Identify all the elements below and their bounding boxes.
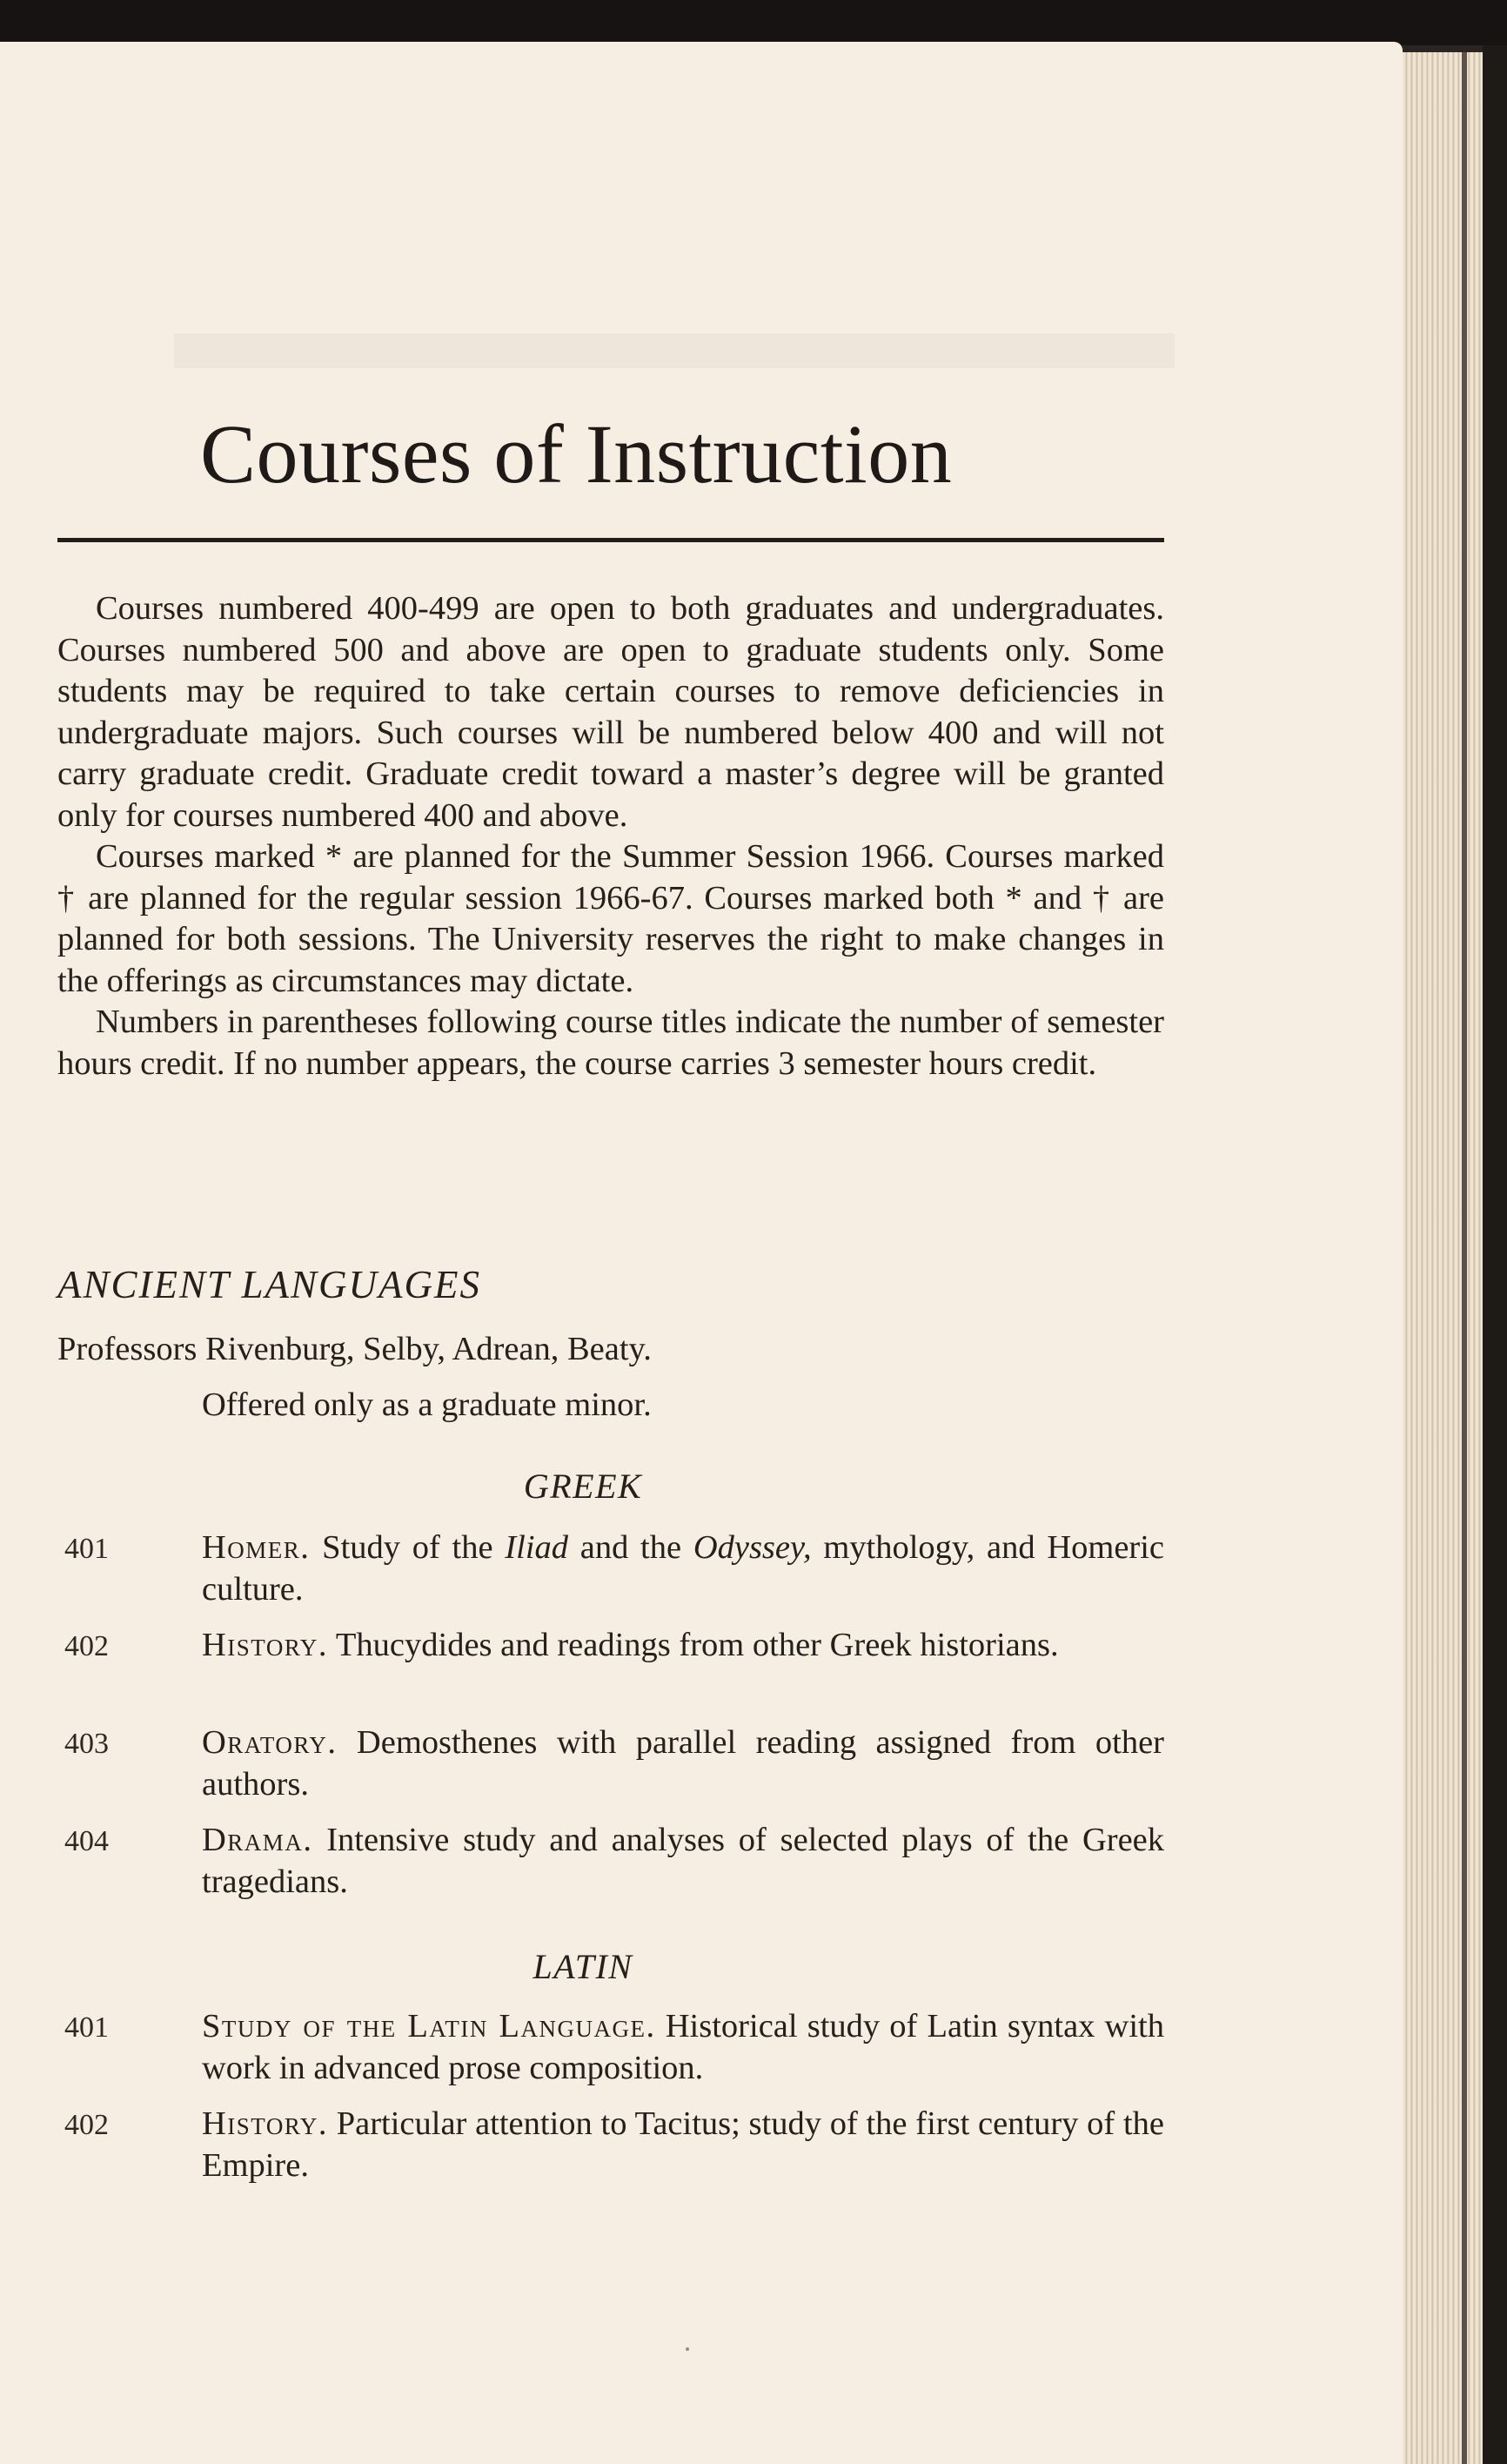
course-description: Study of the <box>310 1529 506 1566</box>
book-cover-edge <box>1483 45 1507 2464</box>
course-entry <box>57 2005 1164 2089</box>
course-text <box>202 1527 1164 1610</box>
course-entry <box>57 1624 1164 1666</box>
intro-paragraph: Numbers in parentheses following course titles indicate the number of semester hours credit. If no number appears, the course carries 3 semester hours credit. <box>57 1004 1164 1082</box>
course-text <box>202 2103 1164 2186</box>
course-title: Study of the Latin Language. <box>202 2008 656 2044</box>
scan-background <box>0 0 1507 45</box>
course-entry <box>57 1819 1164 1903</box>
page-content <box>0 42 1403 2464</box>
course-number: 403 <box>64 1728 109 1760</box>
course-title: Oratory. <box>202 1724 338 1761</box>
course-entry <box>57 1527 1164 1610</box>
course-text <box>202 1624 1164 1666</box>
paper-speck <box>686 2347 689 2351</box>
course-title: History. <box>202 2105 328 2142</box>
course-title: Drama. <box>202 1822 313 1858</box>
intro-paragraph: Courses marked * are planned for the Summer Session 1966. Courses marked † are planned for the regular session 1966-67. Courses marked both * and † are planned for both sessions. The University reserves the right to make changes in the offerings as circumstances may dictate. <box>57 838 1164 999</box>
course-description: Particular attention to Tacitus; study of the first century of the Empire. <box>202 2105 1164 2184</box>
course-description: mythology, and Homeric culture. <box>202 1529 1165 1608</box>
course-number: 401 <box>64 2011 109 2044</box>
course-entry <box>57 1722 1164 1805</box>
course-description: Intensive study and analyses of selected plays of the Greek tragedians. <box>202 1822 1164 1900</box>
course-number: 404 <box>64 1825 109 1857</box>
course-title: History. <box>202 1627 328 1663</box>
section-note: Offered only as a graduate minor. <box>202 1386 652 1423</box>
book-page <box>0 42 1403 2464</box>
intro-text <box>57 588 1164 1084</box>
course-description-italic: Iliad <box>505 1529 569 1566</box>
course-text <box>202 1722 1164 1805</box>
course-description: and the <box>568 1529 693 1566</box>
course-text <box>202 1819 1164 1903</box>
course-description-italic: Odyssey, <box>693 1529 812 1566</box>
page-stack-edge <box>1403 52 1483 2464</box>
page-stack-shadow <box>1462 52 1467 2464</box>
intro-paragraph: Courses numbered 400-499 are open to both graduates and undergraduates. Courses numbered 500 and above are open to graduate students only. Some students may be required to take certain courses to remove deficiencies in undergraduate majors. Such courses will be numbered below 400 and will not carry graduate credit. Graduate credit toward a master’s degree will be granted only for courses numbered 400 and above. <box>57 590 1164 834</box>
subsection-heading-greek: GREEK <box>523 1467 643 1506</box>
course-description: Thucydides and readings from other Greek historians. <box>327 1627 1059 1663</box>
course-number: 402 <box>64 2109 109 2141</box>
course-entry <box>57 2103 1164 2186</box>
course-description: Demosthenes with parallel reading assigned from other authors. <box>202 1724 1164 1803</box>
course-number: 401 <box>64 1533 109 1565</box>
course-number: 402 <box>64 1630 109 1662</box>
course-description: Historical study of Latin syntax with work in advanced prose composition. <box>202 2008 1164 2086</box>
subsection-heading-latin: LATIN <box>532 1947 633 1986</box>
title-rule <box>57 538 1164 542</box>
section-heading: ANCIENT LANGUAGES <box>57 1263 481 1306</box>
faculty-list: Professors Rivenburg, Selby, Adrean, Beaty. <box>57 1331 652 1367</box>
course-title: Homer. <box>202 1529 311 1566</box>
page-title: Courses of Instruction <box>200 407 953 500</box>
course-text <box>202 2005 1164 2089</box>
